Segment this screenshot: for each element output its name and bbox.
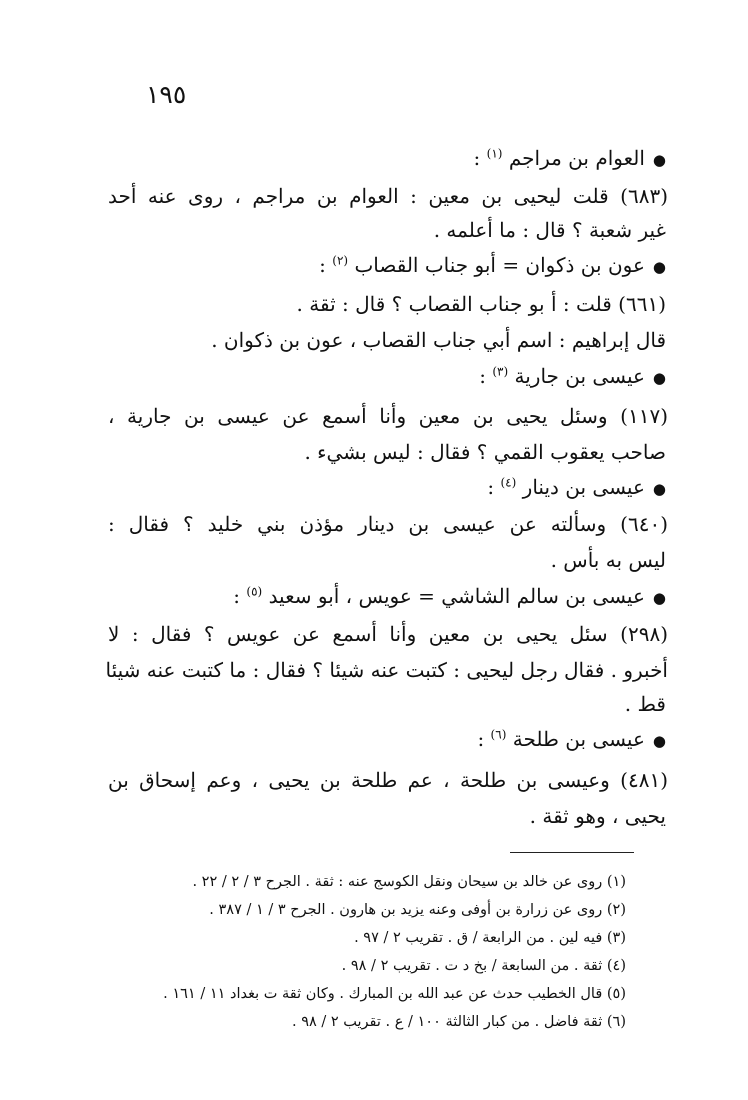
footnote: (٤) ثقة . من السابعة / بخ د ت . تقريب ٢ / ٩٨ . xyxy=(341,958,626,974)
bullet-icon: ● xyxy=(652,732,666,750)
paragraph-line: صاحب يعقوب القمي ؟ فقال : ليس بشيء . xyxy=(304,440,666,464)
paragraph-line: قال إبراهيم : اسم أبي جناب القصاب ، عون بن ذكوان . xyxy=(211,328,666,352)
page-number: ١٩٥ xyxy=(146,80,187,109)
footnote-ref: (٢) xyxy=(332,253,349,268)
footnote-ref: (١) xyxy=(486,146,503,161)
footnote: (١) روى عن خالد بن سيحان ونقل الكوسج عنه : ثقة . الجرح ٣ / ٢ / ٢٢ . xyxy=(192,874,626,890)
entry-heading: ●عون بن ذكوان = أبو جناب القصاب $^{(٢)}$ : xyxy=(319,253,666,277)
footnote-separator xyxy=(510,852,634,853)
entry-heading-text: عيسى بن دينار xyxy=(522,475,645,499)
entry-heading-text: عيسى بن جارية xyxy=(514,364,645,388)
footnote-ref: (٣) xyxy=(492,364,509,379)
entry-heading-text: عيسى بن سالم الشاشي = عويس ، أبو سعيد xyxy=(268,584,645,608)
bullet-icon: ● xyxy=(652,151,666,169)
paragraph-line: (٤٨١) وعيسى بن طلحة ، عم طلحة بن يحيى ، وعم إسحاق بن xyxy=(108,768,668,792)
entry-heading-text: عيسى بن طلحة xyxy=(512,727,645,751)
paragraph-line: ليس به بأس . xyxy=(550,548,666,572)
paragraph-line: (٦٦١) قلت : أ بو جناب القصاب ؟ قال : ثقة . xyxy=(296,292,666,316)
paragraph-line: أخبرو . فقال رجل ليحيى : كتبت عنه شيئا ؟ فقال : ما كتبت عنه شيئا xyxy=(105,658,668,682)
footnote: (٣) فيه لين . من الرابعة / ق . تقريب ٢ / ٩٧ . xyxy=(354,930,626,946)
entry-heading: ●عيسى بن طلحة $^{(٦)}$ : xyxy=(477,727,666,751)
footnote-ref: (٥) xyxy=(246,584,263,599)
footnote: (٢) روى عن زرارة بن أوفى وعنه يزيد بن هارون . الجرح ٣ / ١ / ٣٨٧ . xyxy=(209,902,626,918)
paragraph-line: (٢٩٨) سئل يحيى بن معين وأنا أسمع عن عويس ؟ فقال : لا xyxy=(108,622,668,646)
paragraph-line: غير شعبة ؟ قال : ما أعلمه . xyxy=(433,218,666,242)
bullet-icon: ● xyxy=(652,258,666,276)
footnote-ref: (٤) xyxy=(500,475,517,490)
paragraph-line: (٦٤٠) وسألته عن عيسى بن دينار مؤذن بني خليد ؟ فقال : xyxy=(108,512,668,536)
entry-heading-text: عون بن ذكوان = أبو جناب القصاب xyxy=(354,253,645,277)
entry-heading: ●العوام بن مراجم $^{(١)}$ : xyxy=(473,146,666,170)
entry-heading: ●عيسى بن سالم الشاشي = عويس ، أبو سعيد $^{(٥)}$ : xyxy=(233,584,666,608)
footnote-ref: (٦) xyxy=(490,727,507,742)
entry-heading: ●عيسى بن دينار $^{(٤)}$ : xyxy=(487,475,666,499)
entry-heading: ●عيسى بن جارية $^{(٣)}$ : xyxy=(479,364,666,388)
entry-heading-text: العوام بن مراجم xyxy=(508,146,645,170)
bullet-icon: ● xyxy=(652,589,666,607)
paragraph-line: (١١٧) وسئل يحيى بن معين وأنا أسمع عن عيسى بن جارية ، xyxy=(108,404,668,428)
footnote: (٦) ثقة فاضل . من كبار الثالثة ١٠٠ / ع . تقريب ٢ / ٩٨ . xyxy=(291,1014,626,1030)
bullet-icon: ● xyxy=(652,480,666,498)
footnote: (٥) قال الخطيب حدث عن عبد الله بن المبارك . وكان ثقة ت بغداد ١١ / ١٦١ . xyxy=(163,986,626,1002)
paragraph-line: قط . xyxy=(624,692,666,716)
paragraph-line: (٦٨٣) قلت ليحيى بن معين : العوام بن مراجم ، روى عنه أحد xyxy=(108,184,668,208)
paragraph-line: يحيى ، وهو ثقة . xyxy=(529,804,666,828)
bullet-icon: ● xyxy=(652,369,666,387)
